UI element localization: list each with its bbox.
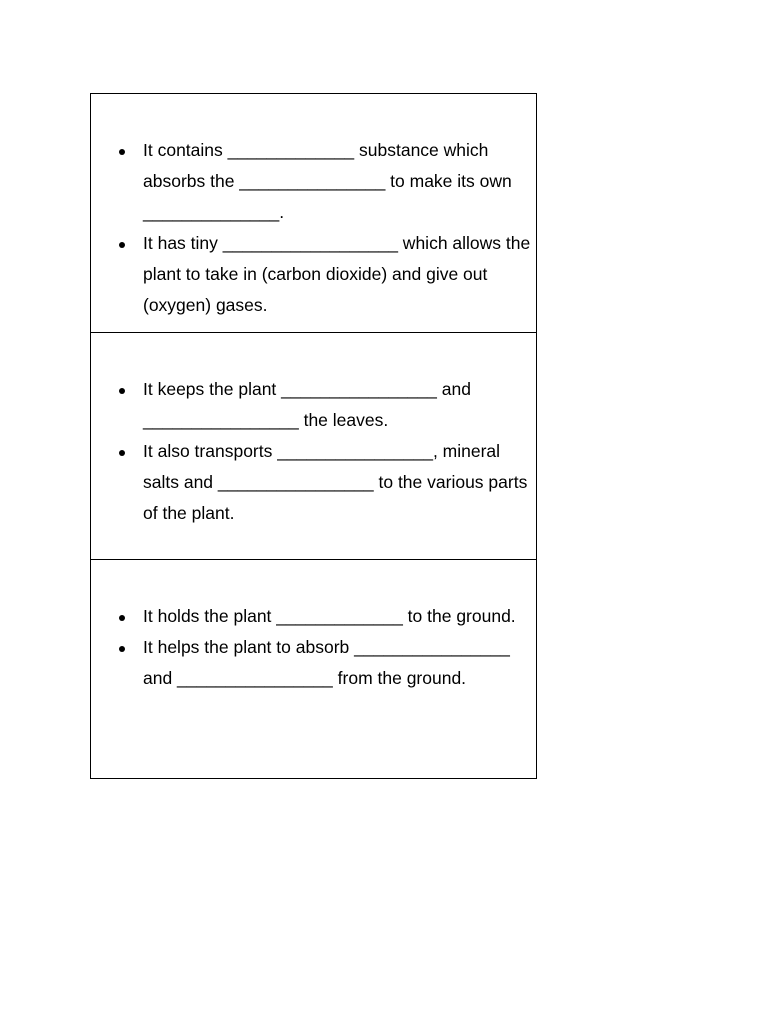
root-description-cell <box>91 560 536 778</box>
stem-description-cell <box>91 333 536 560</box>
bullet-icon <box>119 646 125 652</box>
list-item-text: It also transports ________________, mineral salts and ________________ to the various parts of the plant. <box>143 441 528 523</box>
bullet-list <box>91 601 536 694</box>
bullet-icon <box>119 149 125 155</box>
list-item <box>91 135 536 228</box>
bullet-list <box>91 374 536 529</box>
list-item-text: It holds the plant _____________ to the ground. <box>143 606 516 626</box>
list-item <box>91 601 536 632</box>
list-item <box>91 374 536 436</box>
list-item <box>91 632 536 694</box>
bullet-icon <box>119 242 125 248</box>
bullet-icon <box>119 615 125 621</box>
worksheet-table <box>90 93 537 779</box>
bullet-list <box>91 135 536 321</box>
list-item <box>91 228 536 321</box>
list-item-text: It contains _____________ substance which absorbs the _______________ to make its own ______________. <box>143 140 512 222</box>
bullet-icon <box>119 450 125 456</box>
list-item-text: It helps the plant to absorb ________________ and ________________ from the ground. <box>143 637 510 688</box>
list-item-text: It has tiny __________________ which allows the plant to take in (carbon dioxide) and give out (oxygen) gases. <box>143 233 531 315</box>
bullet-icon <box>119 388 125 394</box>
leaf-description-cell <box>91 94 536 333</box>
list-item <box>91 436 536 529</box>
list-item-text: It keeps the plant ________________ and ________________ the leaves. <box>143 379 471 430</box>
